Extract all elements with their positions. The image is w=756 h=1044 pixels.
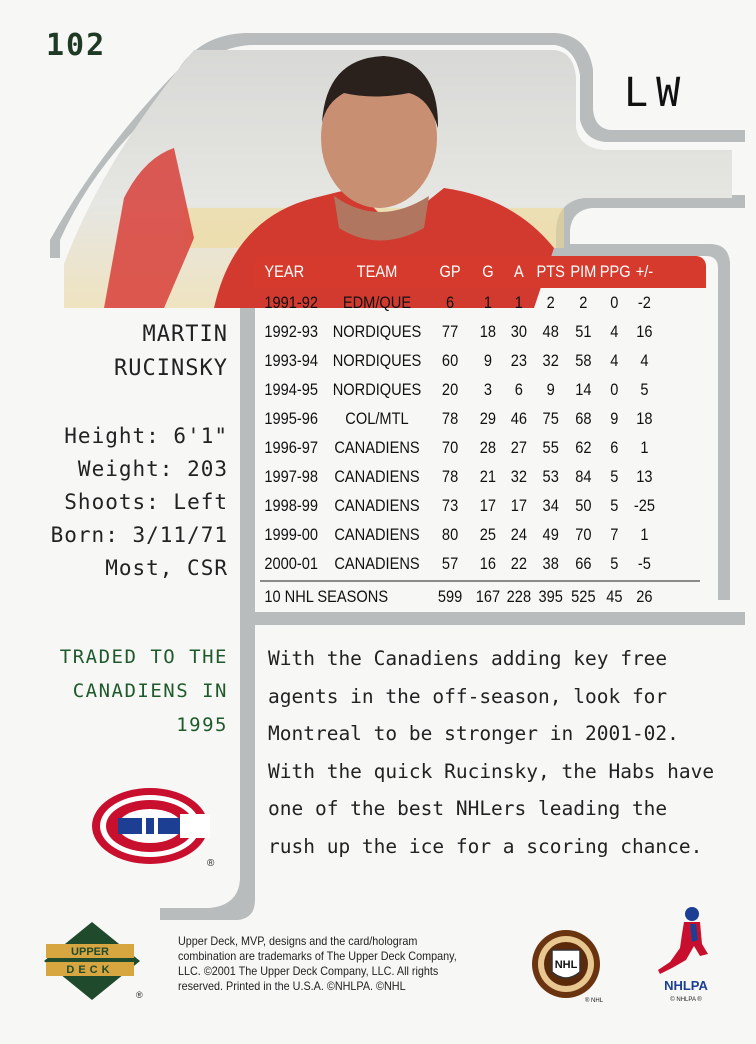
stats-cell-ppg: 5 [610, 466, 619, 486]
stats-cell-g: 25 [479, 524, 497, 544]
stats-row [254, 520, 706, 549]
nhl-text: NHL [554, 959, 578, 971]
stats-cell-ppg: 5 [610, 495, 619, 515]
stats-cell-year: 1993-94 [264, 350, 318, 370]
stats-cell-a: 23 [510, 350, 528, 370]
stats-cell-gp: 70 [441, 437, 459, 457]
stats-cell-team: CANADIENS [334, 437, 420, 457]
stats-cell-gp: 6 [446, 292, 455, 312]
player-last-name: RUCINSKY [114, 356, 228, 381]
totals-pim: 525 [571, 586, 596, 606]
stats-header-row [254, 256, 706, 288]
stats-cell-team: CANADIENS [334, 466, 420, 486]
stats-cell-gp: 78 [441, 408, 459, 428]
stats-cell-pts: 53 [542, 466, 559, 486]
header-gp: GP [439, 262, 461, 281]
legal-text: Upper Deck, MVP, designs and the card/hologram combination are trademarks of The Upper Deck Company, LLC. ©2001 The Upper Deck Company, LLC. All rights reserved. Printed in the U.S.A. ©NHLPA. ©NHL [178, 934, 457, 993]
stats-cell-a: 24 [510, 524, 528, 544]
stats-cell-a: 46 [510, 408, 528, 428]
stats-cell-pm: 1 [640, 524, 649, 544]
stats-cell-year: 1997-98 [264, 466, 318, 486]
stats-cell-g: 16 [479, 553, 497, 573]
canadiens-logo [90, 784, 214, 870]
stats-cell-pim: 68 [575, 408, 592, 428]
registered-mark: ® [136, 990, 143, 1000]
nhl-copyright: ® NHL [584, 998, 604, 1004]
stats-cell-team: NORDIQUES [332, 321, 422, 341]
stats-cell-pim: 58 [575, 350, 592, 370]
stats-cell-g: 3 [483, 379, 492, 399]
stats-cell-team: COL/MTL [345, 408, 409, 428]
totals-label: 10 NHL SEASONS [264, 586, 389, 606]
stats-cell-year: 1999-00 [264, 524, 318, 544]
stats-cell-year: 1996-97 [264, 437, 318, 457]
stats-cell-team: NORDIQUES [332, 350, 422, 370]
stats-cell-ppg: 4 [610, 350, 619, 370]
stats-cell-pim: 2 [579, 292, 588, 312]
totals-plus-minus: 26 [636, 586, 653, 606]
stats-cell-pts: 38 [542, 553, 559, 573]
totals-pts: 395 [538, 586, 563, 606]
stats-cell-gp: 78 [441, 466, 459, 486]
stats-cell-pm: 18 [636, 408, 653, 428]
stats-cell-pim: 62 [575, 437, 592, 457]
player-born: Born: 3/11/71 [50, 523, 228, 547]
player-bio [51, 420, 228, 585]
stats-cell-ppg: 0 [610, 379, 619, 399]
header-g: G [482, 262, 494, 281]
player-name [114, 318, 228, 386]
stats-cell-pm: 4 [640, 350, 649, 370]
stats-cell-pim: 66 [575, 553, 592, 573]
stats-cell-year: 1991-92 [264, 292, 318, 312]
stats-cell-pts: 49 [542, 524, 559, 544]
stats-cell-a: 30 [510, 321, 528, 341]
stats-cell-pts: 34 [542, 495, 559, 515]
stats-cell-year: 1998-99 [264, 495, 318, 515]
stats-cell-pim: 70 [575, 524, 592, 544]
stats-cell-g: 1 [483, 292, 492, 312]
stats-row [254, 317, 706, 346]
stats-cell-ppg: 0 [610, 292, 619, 312]
stats-cell-g: 18 [479, 321, 497, 341]
stats-cell-ppg: 9 [610, 408, 619, 428]
stats-cell-gp: 77 [441, 321, 459, 341]
stats-cell-team: CANADIENS [334, 553, 420, 573]
stats-cell-year: 1992-93 [264, 321, 318, 341]
stats-cell-pm: 1 [640, 437, 649, 457]
stats-cell-g: 29 [479, 408, 497, 428]
nhlpa-text: NHLPA [664, 978, 708, 993]
stats-cell-a: 32 [510, 466, 528, 486]
stats-cell-g: 28 [479, 437, 497, 457]
stats-cell-pts: 48 [542, 321, 559, 341]
stats-cell-ppg: 4 [610, 321, 619, 341]
stats-cell-team: NORDIQUES [332, 379, 422, 399]
stats-cell-a: 6 [514, 379, 523, 399]
player-blurb: With the Canadiens adding key free agents in the off-season, look for Montreal to be stronger in 2001-02. With the quick Rucinsky, the Habs have one of the best NHLers leading the rush up the ice for a scoring chance. [268, 647, 715, 858]
upper-deck-text: DECK [66, 964, 114, 976]
stats-cell-gp: 60 [441, 350, 459, 370]
stats-cell-g: 9 [483, 350, 492, 370]
player-birthplace: Most, CSR [105, 556, 228, 580]
stats-cell-pts: 2 [546, 292, 555, 312]
stats-cell-ppg: 7 [610, 524, 619, 544]
stats-row [254, 346, 706, 375]
stats-cell-pm: 16 [636, 321, 653, 341]
stats-cell-year: 1994-95 [264, 379, 318, 399]
totals-g: 167 [475, 586, 501, 606]
stats-cell-pts: 32 [542, 350, 559, 370]
stats-cell-gp: 57 [441, 553, 459, 573]
stats-cell-year: 1995-96 [264, 408, 318, 428]
registered-mark: ® [207, 858, 215, 869]
stats-cell-a: 27 [510, 437, 528, 457]
stats-cell-a: 17 [510, 495, 528, 515]
player-shoots: Shoots: Left [64, 490, 228, 514]
stats-cell-pm: -5 [637, 553, 651, 573]
header-year: YEAR [264, 262, 305, 281]
upper-deck-text: UPPER [71, 946, 109, 958]
stats-cell-pm: -2 [637, 292, 651, 312]
stats-cell-ppg: 6 [610, 437, 619, 457]
header-team: TEAM [356, 262, 398, 281]
career-stats-table [254, 256, 706, 611]
nhlpa-logo [650, 904, 724, 1004]
stats-cell-gp: 20 [441, 379, 459, 399]
totals-ppg: 45 [606, 586, 623, 606]
stats-cell-pm: -25 [633, 495, 656, 515]
nhl-logo [530, 928, 606, 1004]
trade-note-line: CANADIENS IN [72, 680, 228, 702]
stats-cell-pim: 84 [575, 466, 592, 486]
header-pim: PIM [570, 262, 597, 281]
stats-row [254, 549, 706, 578]
stats-row [254, 433, 706, 462]
stats-cell-g: 21 [479, 466, 497, 486]
stats-body [254, 288, 706, 578]
stats-row [254, 375, 706, 404]
stats-row [254, 462, 706, 491]
player-first-name: MARTIN [142, 322, 228, 347]
player-weight: Weight: 203 [77, 457, 228, 481]
stats-cell-pim: 14 [575, 379, 592, 399]
player-position: LW [624, 70, 689, 116]
stats-row [254, 288, 706, 317]
stats-cell-pm: 5 [640, 379, 649, 399]
stats-cell-year: 2000-01 [264, 553, 318, 573]
trade-note-line: 1995 [176, 714, 228, 736]
header-ppg: PPG [599, 262, 631, 281]
stats-cell-a: 1 [514, 292, 523, 312]
stats-cell-pts: 9 [546, 379, 555, 399]
nhlpa-copyright: © NHLPA ® [670, 997, 702, 1003]
stats-row [254, 491, 706, 520]
totals-row [254, 582, 706, 611]
stats-cell-pim: 50 [575, 495, 592, 515]
stats-cell-pm: 13 [636, 466, 653, 486]
stats-cell-gp: 80 [441, 524, 459, 544]
stats-cell-pts: 75 [542, 408, 559, 428]
upper-deck-logo [44, 922, 143, 1000]
stats-cell-a: 22 [510, 553, 528, 573]
stats-cell-ppg: 5 [610, 553, 619, 573]
header-pts: PTS [536, 262, 565, 281]
trade-note [60, 640, 228, 742]
trade-note-line: TRADED TO THE [59, 646, 228, 668]
stats-cell-pts: 55 [542, 437, 559, 457]
stats-cell-pim: 51 [575, 321, 592, 341]
stats-row [254, 404, 706, 433]
card-number: 102 [46, 28, 107, 63]
stats-cell-team: EDM/QUE [342, 292, 412, 312]
header-a: A [514, 262, 524, 281]
stats-cell-gp: 73 [441, 495, 459, 515]
stats-cell-team: CANADIENS [334, 524, 420, 544]
stats-cell-team: CANADIENS [334, 495, 420, 515]
totals-a: 228 [506, 586, 532, 606]
player-height: Height: 6'1" [64, 424, 228, 448]
header-plus-minus: +/- [635, 262, 654, 281]
totals-gp: 599 [437, 586, 463, 606]
stats-cell-g: 17 [479, 495, 497, 515]
